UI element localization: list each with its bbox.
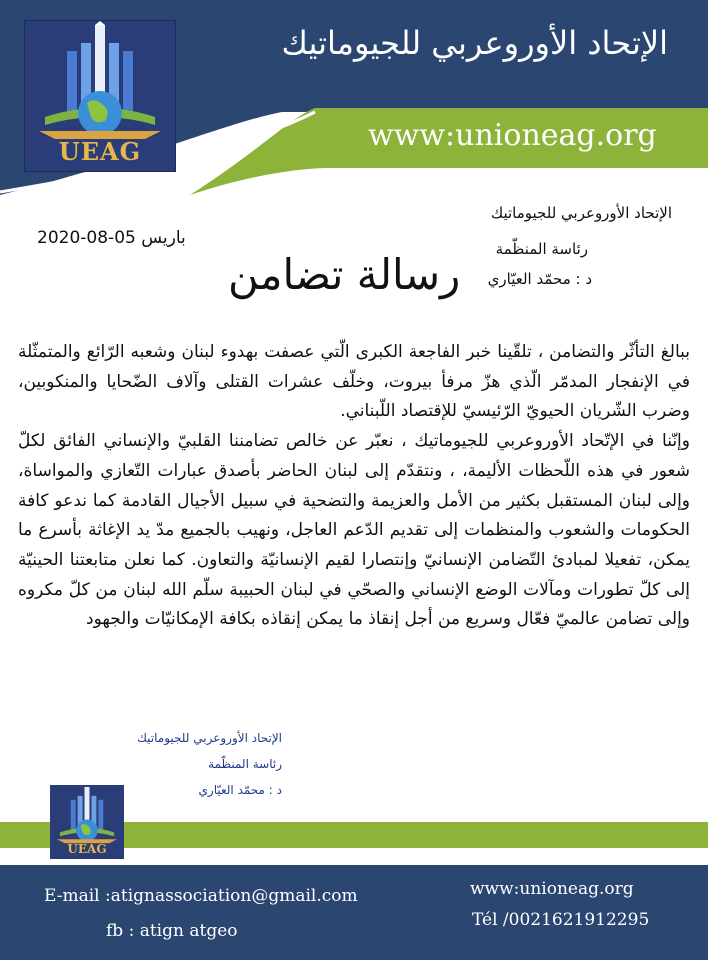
logo-small-text: UEAG [67,842,107,856]
letter-body [18,338,690,635]
footer-website[interactable]: www:unioneag.org [470,879,634,899]
logo-text: UEAG [58,137,142,166]
body-paragraph-1: ببالغ التأثّر والتضامن ، تلقّينا خبر الفاجعة الكبرى الّتي عصفت بهدوء لبنان وشعبه الرّائع والمتمثّلة في الإنفجار المدمّر الّذي هزّ مرفأ بيروت، وخلّف عشرات القتلى وآلاف الضّحايا والمنكوبين، وضرب الشّريان الحيويّ الرّئيسيّ للإقتصاد اللّبناني. [18,342,690,422]
place-date: باريس 05-08-2020 [37,228,186,248]
letterhead-signatory: د : محمّد العيّاري [487,270,592,288]
signature-signatory: د : محمّد العيّاري [198,783,282,797]
signature-presidency: رئاسة المنظّمة [208,757,282,771]
footer-phone[interactable]: Tél /0021621912295 [472,910,650,930]
footer-email[interactable]: E-mail :atignassociation@gmail.com [44,886,358,906]
footer-facebook[interactable]: fb : atign atgeo [106,921,238,941]
ueag-logo-small [50,785,124,859]
letter-title: رسالة تضامن [228,250,461,299]
header-title: الإتحاد الأوروعربي للجيوماتيك [281,24,668,62]
signature-block [112,728,282,806]
header-url: www:unioneag.org [368,118,657,153]
ueag-logo [24,20,176,172]
body-paragraph-2: وإنّنا في الإتّحاد الأوروعربي للجيوماتيك ، نعبّر عن خالص تضامننا القلبيّ والإنساني الفائق لكلّ شعور في هذه اللّحظات الأليمة، ، ونتقدّم إلى لبنان الحاضر بأصدق عبارات التّعازي والمواساة، وإلى لبنان المستقبل بكثير من الأمل والعزيمة والتضحية في سبيل الأجيال القادمة كما ندعو كافة الحكومات والشعوب والمنظمات إلى تقديم الدّعم العاجل، ونهيب بالجميع مدّ يد الإغاثة بأسرع ما يمكن، تفعيلا لمبادئ التّضامن الإنسانيّ وإنتصارا لقيم الإنسانيّة والتعاون. كما نعلن متابعتنا الحينيّة إلى كلّ تطورات ومآلات الوضع الإنساني والصحّي في لبنان الحبيبة سلّم الله لبنان من كلّ مكروه وإلى تضامن عالميّ فعّال وسريع من أجل إنقاذ ما يمكن إنقاذه بكافة الإمكانيّات والجهود [18,431,690,630]
letterhead-organization: الإتحاد الأوروعربي للجيوماتيك [490,204,672,222]
signature-organization: الإتحاد الأوروعربي للجيوماتيك [137,731,282,745]
letterhead-presidency: رئاسة المنظّمة [495,240,588,258]
